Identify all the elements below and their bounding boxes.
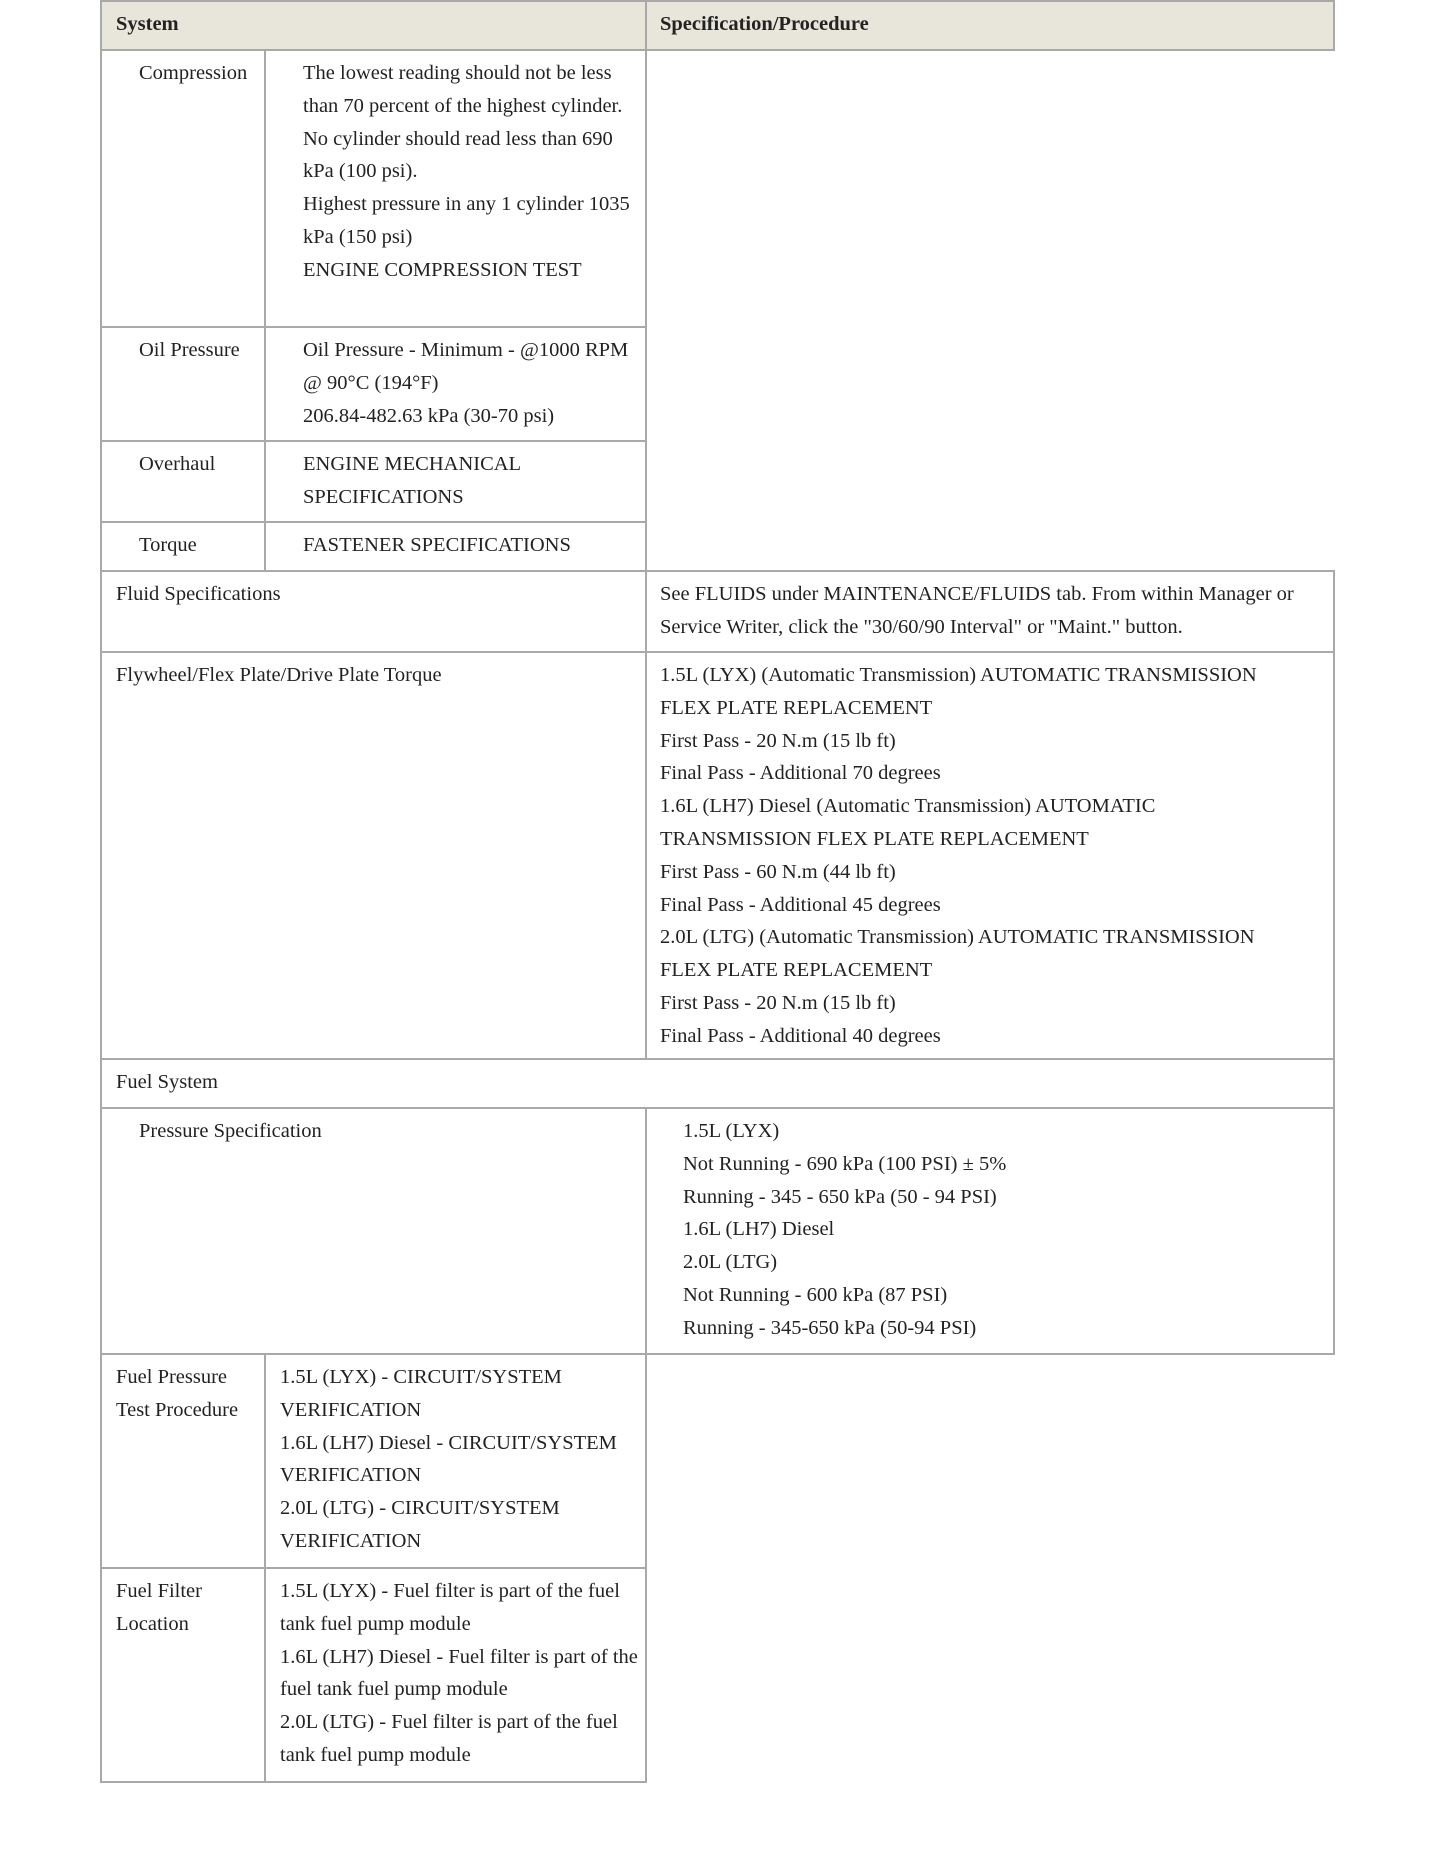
flywheel-value (660, 659, 1305, 1053)
oil-pressure-label: Oil Pressure (139, 339, 240, 361)
header-spec-label: Specification/Procedure (660, 13, 869, 35)
fuel-system-label: Fuel System (116, 1071, 218, 1093)
fuel-test-value (280, 1361, 630, 1558)
fuel-filter-label-line: Fuel Filter (116, 1580, 202, 1602)
overhaul-value: ENGINE MECHANICAL SPECIFICATIONS (303, 453, 521, 508)
pressure-spec-line: 2.0L (LTG) (683, 1251, 778, 1274)
compression-label: Compression (139, 62, 248, 84)
torque-value: FASTENER SPECIFICATIONS (303, 534, 571, 556)
compression-line: ENGINE COMPRESSION TEST (303, 258, 582, 281)
compression-line: No cylinder should read less than 690 kPa (100 psi). (303, 127, 613, 183)
flywheel-label: Flywheel/Flex Plate/Drive Plate Torque (116, 664, 442, 686)
fluid-label: Fluid Specifications (116, 583, 281, 605)
pressure-spec-line: Running - 345-650 kPa (50-94 PSI) (683, 1316, 977, 1339)
fuel-test-label-line: Test Procedure (116, 1398, 239, 1421)
fuel-filter-value (280, 1575, 638, 1772)
pressure-spec-line: 1.5L (LYX) (683, 1120, 780, 1142)
torque-label: Torque (139, 534, 197, 556)
oil-pressure-line: Oil Pressure - Minimum - @1000 RPM @ 90°C (194°F) (303, 339, 629, 394)
flywheel-line: First Pass - 60 N.m (44 lb ft) (660, 860, 896, 883)
compression-label-cell (100, 49, 266, 328)
flywheel-line: Final Pass - Additional 70 degrees (660, 762, 941, 785)
pressure-spec-line: Not Running - 600 kPa (87 PSI) (683, 1283, 948, 1306)
fuel-test-label (116, 1361, 238, 1427)
fuel-filter-label-line: Location (116, 1612, 189, 1635)
fuel-filter-line: 1.6L (LH7) Diesel - Fuel filter is part of the fuel tank fuel pump module (280, 1645, 638, 1701)
header-system-label: System (116, 13, 179, 35)
oil-pressure-line: 206.84-482.63 kPa (30-70 psi) (303, 404, 555, 427)
fuel-filter-label (116, 1575, 202, 1641)
flywheel-line: 2.0L (LTG) (Automatic Transmission) AUTOMATIC TRANSMISSION FLEX PLATE REPLACEMENT (660, 926, 1255, 982)
flywheel-line: First Pass - 20 N.m (15 lb ft) (660, 729, 896, 752)
fuel-test-line: 2.0L (LTG) - CIRCUIT/SYSTEM VERIFICATION (280, 1497, 560, 1552)
flywheel-line: Final Pass - Additional 45 degrees (660, 893, 941, 916)
fuel-filter-line: 1.5L (LYX) - Fuel filter is part of the fuel tank fuel pump module (280, 1580, 620, 1635)
fuel-test-line: 1.5L (LYX) - CIRCUIT/SYSTEM VERIFICATION (280, 1366, 562, 1421)
compression-value (303, 57, 643, 287)
header-system-cell (100, 0, 647, 51)
fuel-test-line: 1.6L (LH7) Diesel - CIRCUIT/SYSTEM VERIFICATION (280, 1431, 617, 1487)
flywheel-line: First Pass - 20 N.m (15 lb ft) (660, 991, 896, 1014)
compression-line: The lowest reading should not be less than 70 percent of the highest cylinder. (303, 62, 623, 117)
pressure-spec-line: Running - 345 - 650 kPa (50 - 94 PSI) (683, 1185, 997, 1208)
flywheel-line: 1.6L (LH7) Diesel (Automatic Transmission) AUTOMATIC TRANSMISSION FLEX PLATE REPLACEMENT (660, 795, 1156, 850)
fuel-system-cell (100, 1058, 1335, 1109)
flywheel-line: 1.5L (LYX) (Automatic Transmission) AUTOMATIC TRANSMISSION FLEX PLATE REPLACEMENT (660, 664, 1257, 719)
fuel-test-label-line: Fuel Pressure (116, 1366, 228, 1388)
fluid-value: See FLUIDS under MAINTENANCE/FLUIDS tab. From within Manager or Service Writer, click the "30/60/90 Interval" or "Maint." button. (660, 583, 1294, 638)
fuel-filter-line: 2.0L (LTG) - Fuel filter is part of the fuel tank fuel pump module (280, 1711, 618, 1766)
pressure-spec-line: 1.6L (LH7) Diesel (683, 1218, 835, 1241)
pressure-spec-line: Not Running - 690 kPa (100 PSI) ± 5% (683, 1152, 1007, 1175)
overhaul-label: Overhaul (139, 453, 216, 475)
oil-pressure-value (303, 334, 643, 432)
flywheel-label-cell (100, 651, 647, 1060)
pressure-spec-value (683, 1115, 1323, 1345)
pressure-spec-label: Pressure Specification (139, 1120, 322, 1142)
compression-line: Highest pressure in any 1 cylinder 1035 kPa (150 psi) (303, 193, 630, 248)
flywheel-line: Final Pass - Additional 40 degrees (660, 1024, 941, 1047)
